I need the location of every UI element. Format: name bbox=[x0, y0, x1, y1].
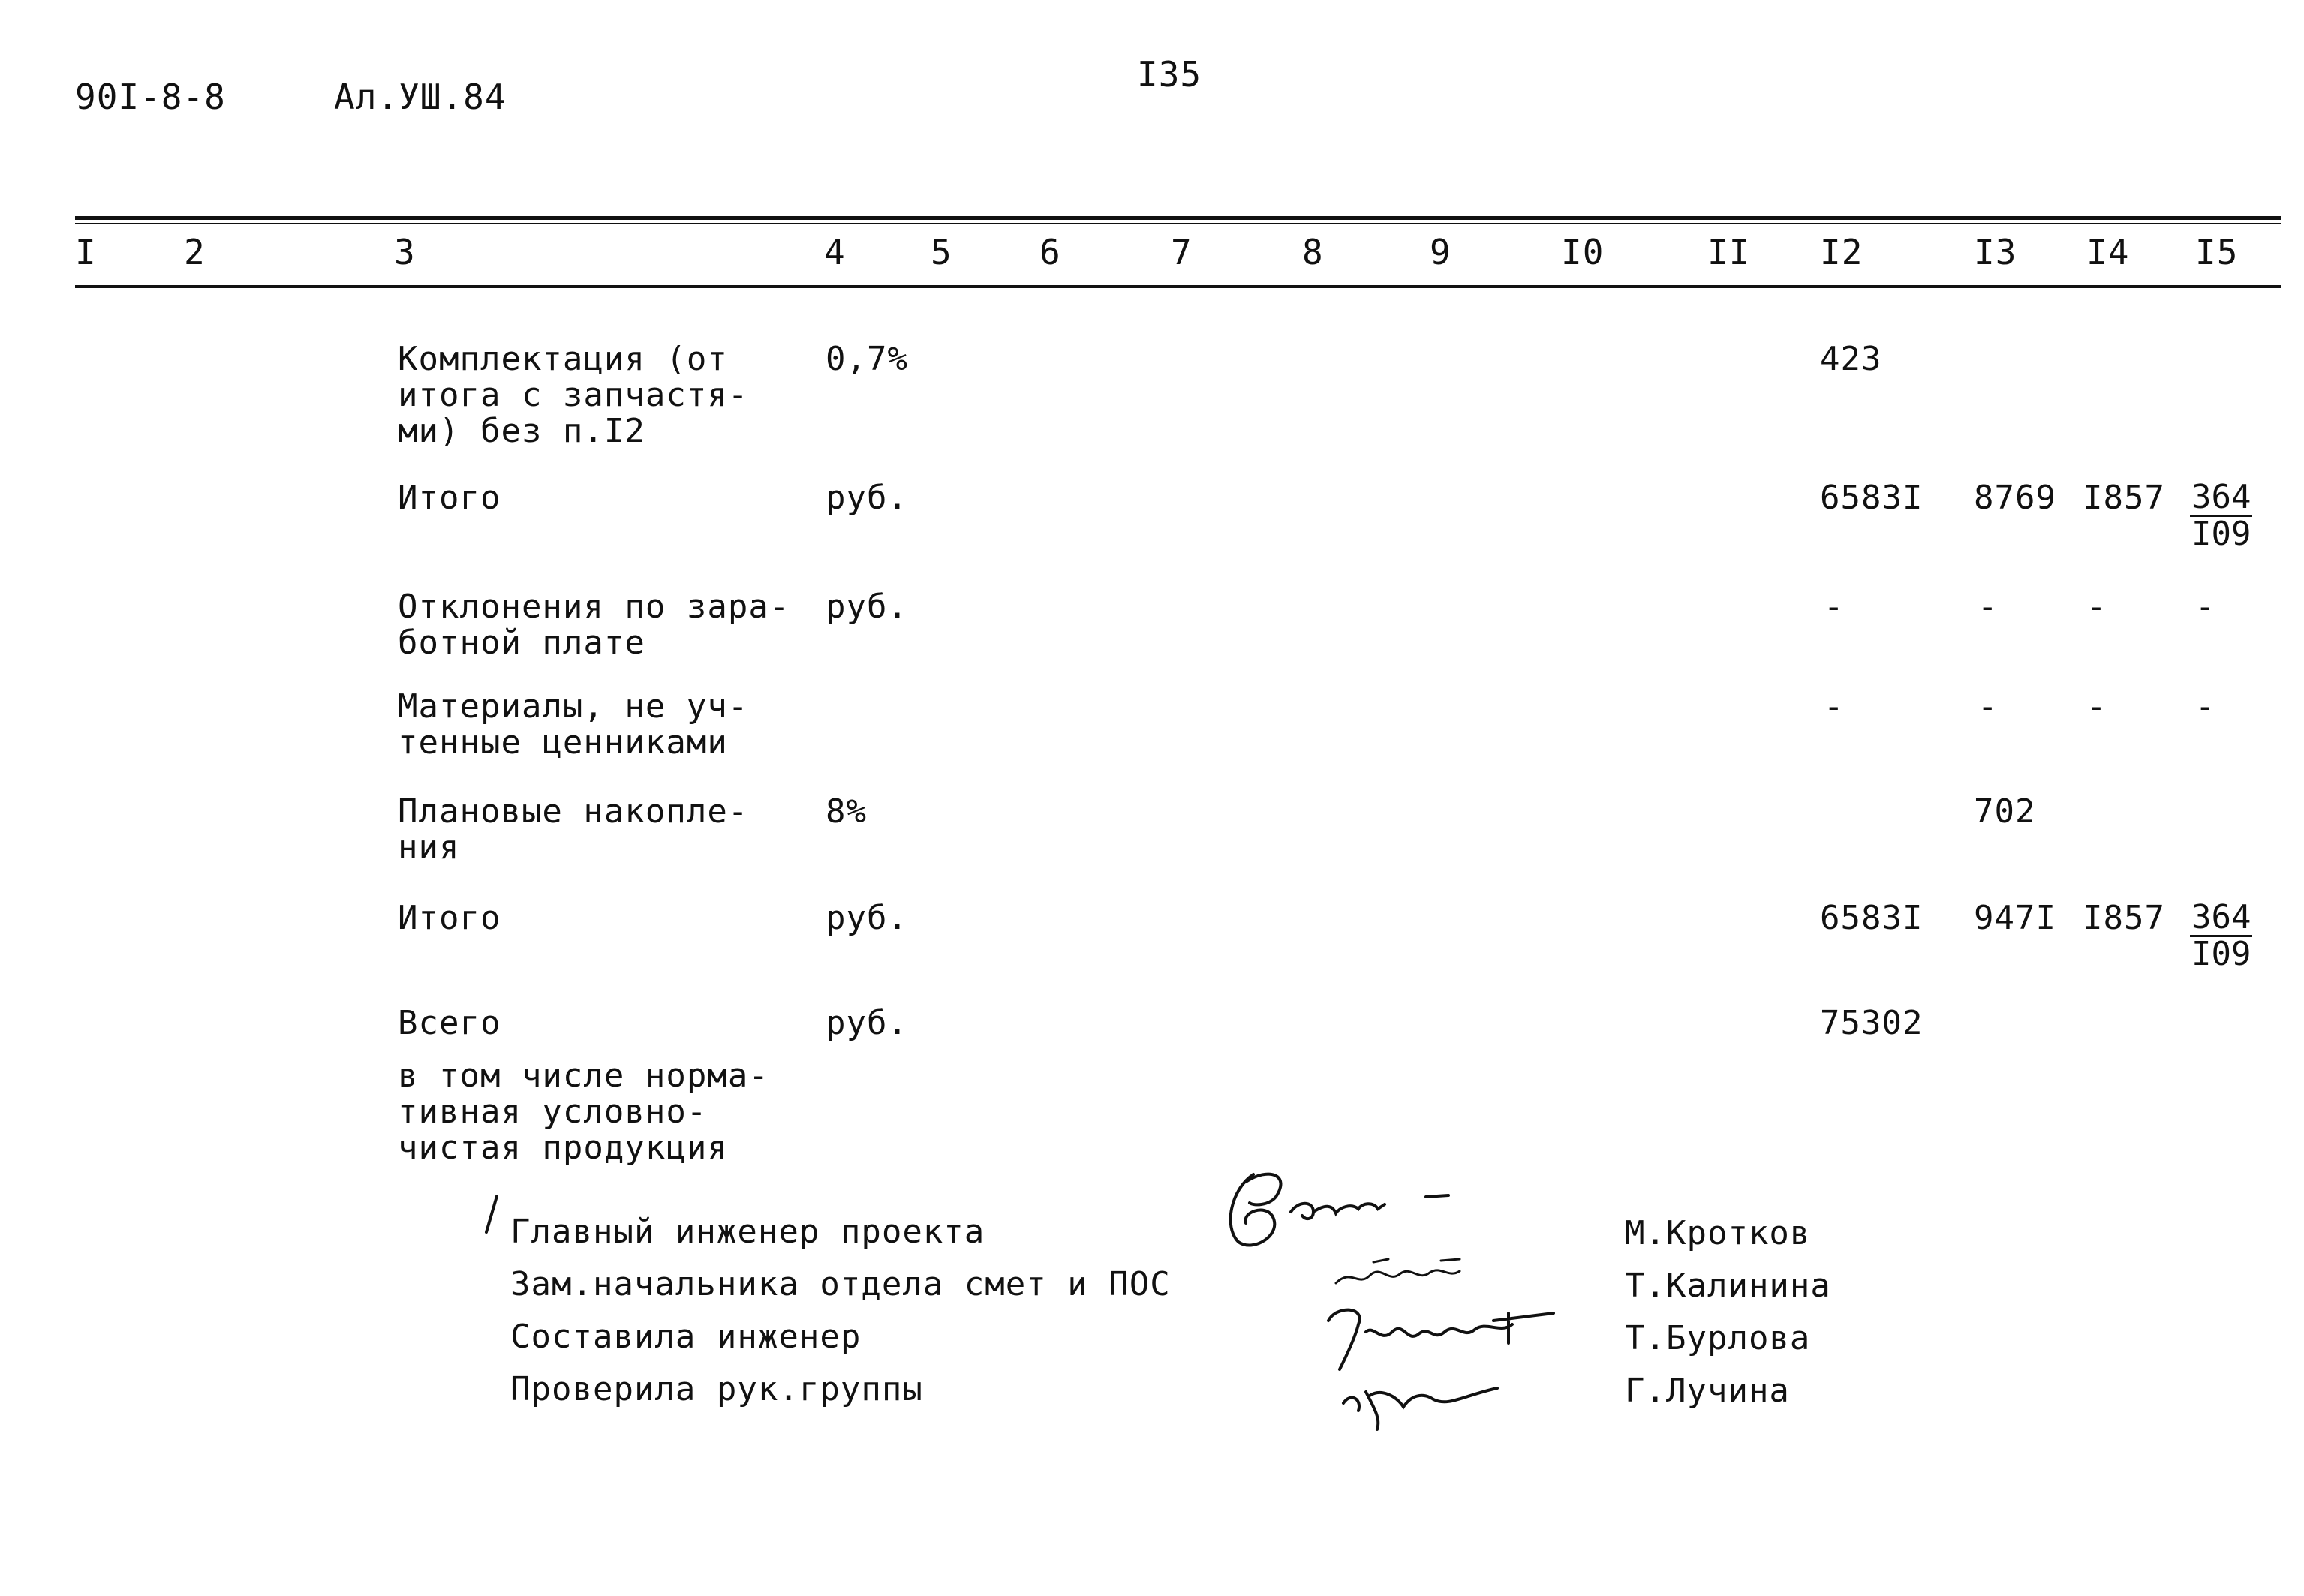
column-number: 6 bbox=[1039, 232, 1061, 272]
page-number: I35 bbox=[1137, 54, 1202, 95]
signatory-name: Т.Калинина bbox=[1625, 1267, 1831, 1305]
cell-col15: - bbox=[2195, 687, 2216, 726]
signatory-name: Г.Лучина bbox=[1625, 1372, 1790, 1410]
cell-col13: 702 bbox=[1974, 792, 2036, 831]
cell-col12: 423 bbox=[1820, 340, 1882, 378]
cell-col12: 6583I bbox=[1820, 479, 1924, 517]
column-number: 5 bbox=[931, 232, 952, 272]
signature-role: Проверила рук.группы bbox=[510, 1370, 923, 1408]
column-number: 4 bbox=[824, 232, 846, 272]
header-top-rule-secondary bbox=[75, 223, 2281, 224]
album-reference: Ал.УШ.84 bbox=[334, 77, 507, 117]
cell-col15: - bbox=[2195, 588, 2216, 626]
header-bottom-rule bbox=[75, 285, 2281, 288]
signatory-name: Т.Бурлова bbox=[1625, 1319, 1811, 1357]
cell-col12: 75302 bbox=[1820, 1004, 1924, 1042]
handwritten-signature bbox=[1336, 1366, 1516, 1433]
tick-mark bbox=[480, 1193, 503, 1238]
column-number: 2 bbox=[184, 232, 206, 272]
row-description: Итого bbox=[398, 899, 501, 937]
cell-col14: I857 bbox=[2083, 899, 2165, 937]
cell-col12: - bbox=[1824, 687, 1845, 726]
row-rate: 8% bbox=[826, 792, 867, 831]
cell-col15-fraction: $\frac{364}{I09}$ bbox=[2191, 898, 2251, 973]
row-description: Итого bbox=[398, 479, 501, 517]
column-number: 7 bbox=[1171, 232, 1193, 272]
row-description: Материалы, не уч- тенные ценниками bbox=[398, 687, 749, 762]
handwritten-signature bbox=[1201, 1159, 1516, 1257]
row-description: в том числе норма- тивная условно- чистая продукция bbox=[398, 1056, 769, 1167]
header-top-rule bbox=[75, 216, 2281, 220]
document-code: 90I-8-8 bbox=[75, 77, 226, 117]
column-number: I4 bbox=[2086, 232, 2130, 272]
cell-col15-fraction: $\frac{364}{I09}$ bbox=[2191, 478, 2251, 553]
row-unit: руб. bbox=[826, 899, 908, 937]
cell-col13: 947I bbox=[1974, 899, 2056, 937]
cell-col14: - bbox=[2086, 588, 2107, 626]
signature-role: Составила инженер bbox=[510, 1318, 862, 1356]
row-unit: руб. bbox=[826, 1004, 908, 1042]
signatory-name: М.Кротков bbox=[1625, 1214, 1811, 1252]
cell-col12: 6583I bbox=[1820, 899, 1924, 937]
row-description: Всего bbox=[398, 1004, 501, 1042]
cell-col13: - bbox=[1978, 687, 1999, 726]
column-number: II bbox=[1707, 232, 1751, 272]
handwritten-signature bbox=[1321, 1298, 1569, 1373]
handwritten-signature bbox=[1328, 1253, 1508, 1298]
row-unit: руб. bbox=[826, 588, 908, 626]
row-rate: 0,7% bbox=[826, 340, 908, 378]
signature-role: Зам.начальника отдела смет и ПОС bbox=[510, 1265, 1171, 1303]
column-number: I2 bbox=[1820, 232, 1863, 272]
signature-role: Главный инженер проекта bbox=[510, 1213, 985, 1251]
cell-col13: 8769 bbox=[1974, 479, 2056, 517]
column-number: I3 bbox=[1974, 232, 2017, 272]
cell-col12: - bbox=[1824, 588, 1845, 626]
column-number: 3 bbox=[394, 232, 416, 272]
row-description: Отклонения по зара- ботной плате bbox=[398, 588, 790, 662]
cell-col13: - bbox=[1978, 588, 1999, 626]
column-number: I0 bbox=[1561, 232, 1605, 272]
cell-col14: I857 bbox=[2083, 479, 2165, 517]
row-description: Плановые накопле- ния bbox=[398, 792, 749, 867]
cell-col14: - bbox=[2086, 687, 2107, 726]
column-number: I5 bbox=[2195, 232, 2239, 272]
column-number: I bbox=[75, 232, 97, 272]
column-number: 9 bbox=[1430, 232, 1451, 272]
row-description: Комплектация (от итога с запчастя- ми) без п.I2 bbox=[398, 340, 749, 450]
row-unit: руб. bbox=[826, 479, 908, 517]
column-number: 8 bbox=[1302, 232, 1324, 272]
